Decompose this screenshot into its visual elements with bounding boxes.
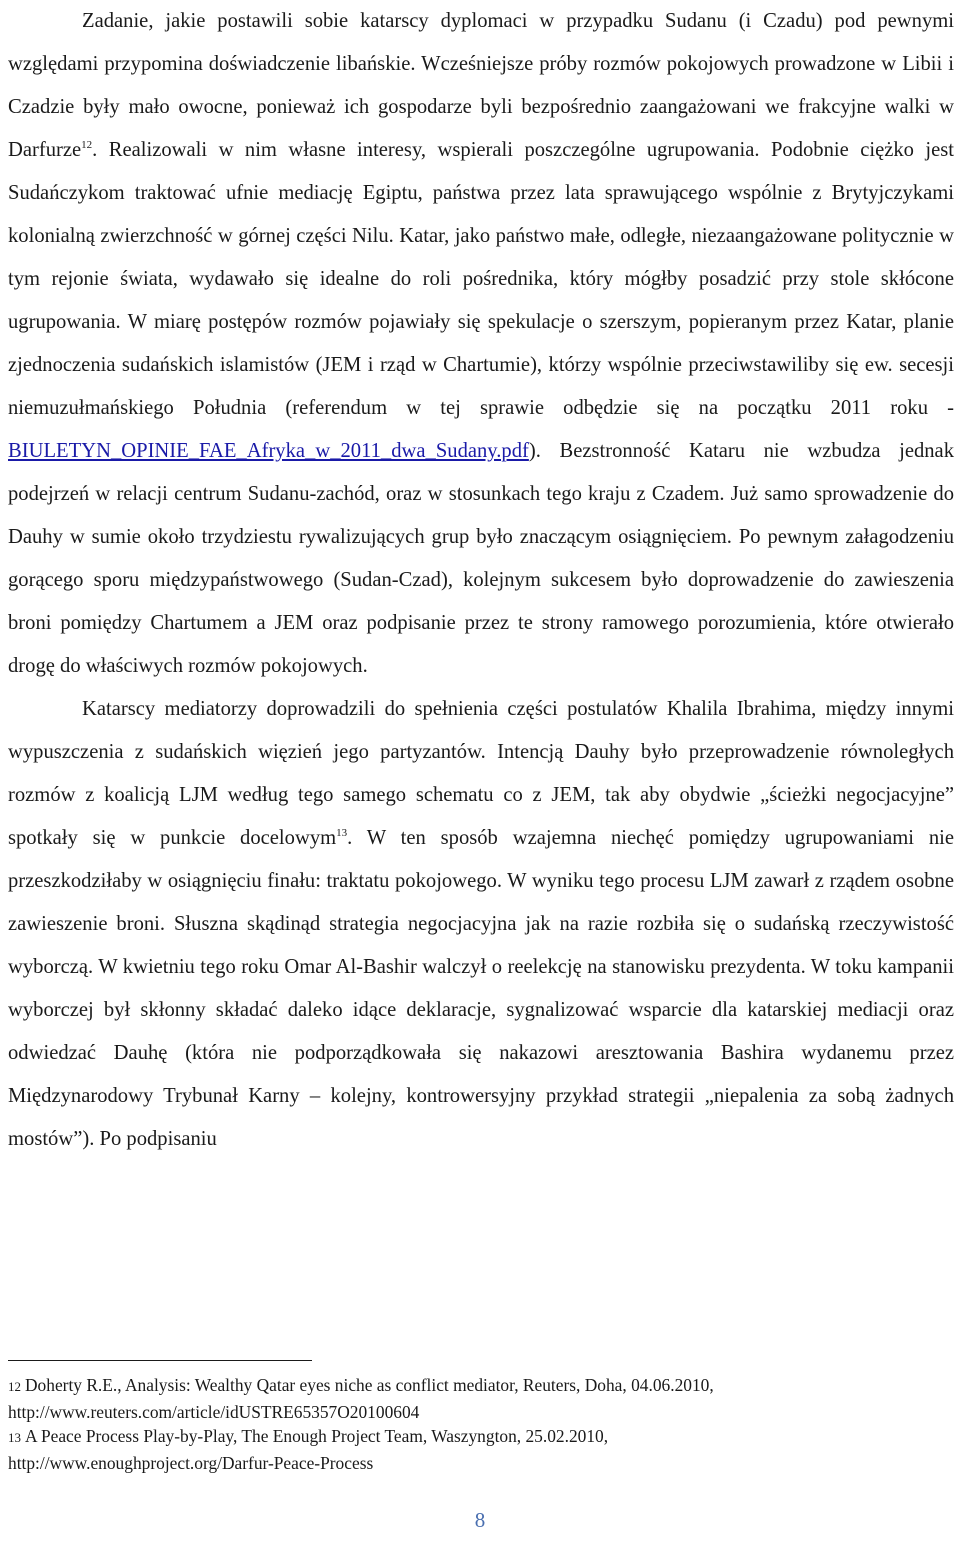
footnote-13 [8,1424,954,1475]
footnote-ref-12[interactable]: 12 [81,139,93,152]
footnote-text: Doherty R.E., Analysis: Wealthy Qatar eyes niche as conflict mediator, Reuters, Doha, 04.06.2010, [25,1375,714,1395]
paragraph-2-text-b: . W ten sposób wzajemna niechęć pomiędzy ugrupowaniami nie przeszkodziłaby w osiągnięciu finału: traktatu pokojowego. W wyniku tego procesu LJM zawarł z rządem osobne zawieszenie broni. Słuszna skądinąd strategia negocjacyjna jak na razie rozbiła się o sudańską rzeczywistość wyborczą. W kwietniu tego roku Omar Al-Bashir walczył o reelekcję na stanowisku prezydenta. W toku kampanii wyborczej był skłonny składać daleko idące deklaracje, sygnalizować wsparcie dla katarskiej mediacji oraz odwiedzać Dauhę (która nie podporządkowała się nakazowi aresztowania Bashira wydanemu przez Międzynarodowy Trybunał Karny – kolejny, kontrowersyjny przykład strategii „niepalenia za sobą żadnych mostów”). Po podpisaniu [8,827,954,1150]
paragraph-1-text-c: ). Bezstronność Kataru nie wzbudza jednak podejrzeń w relacji centrum Sudanu-zachód, oraz w stosunkach tego kraju z Czadem. Już samo sprowadzenie do Dauhy w sumie około trzydziestu rywalizujących grup było znaczącym osiągnięciem. Po pewnym załagodzeniu gorącego sporu międzypaństwowego (Sudan-Czad), kolejnym sukcesem było doprowadzenie do zawieszenia broni pomiędzy Chartumem a JEM oraz podpisanie przez te strony ramowego porozumienia, które otwierało drogę do właściwych rozmów pokojowych. [8,440,954,677]
footnote-12 [8,1373,954,1424]
footnote-ref-13[interactable]: 13 [336,827,348,840]
page-number: 8 [474,1508,486,1532]
footnote-number: 13 [8,1430,21,1445]
paragraph-1-text-b: . Realizowali w nim własne interesy, wspierali poszczególne ugrupowania. Podobnie ciężko jest Sudańczykom traktować ufnie mediację Egiptu, państwa przez lata sprawującego wspólnie z Brytyjczykami kolonialną zwierzchność w górnej części Nilu. Katar, jako państwo małe, odległe, niezaangażowane politycznie w tym rejonie świata, wydawało się idealne do roli pośrednika, który mógłby posadzić przy stole skłócone ugrupowania. W miarę postępów rozmów pojawiały się spekulacje o szerszym, popieranym przez Katar, planie zjednoczenia sudańskich islamistów (JEM i rząd w Chartumie), którzy wspólnie przeciwstawiliby się ew. secesji niemuzułmańskiego Południa (referendum w tej sprawie odbędzie się na początku 2011 roku - [8,139,954,419]
biuletyn-pdf-link[interactable]: BIULETYN_OPINIE_FAE_Afryka_w_2011_dwa_Sudany.pdf [8,440,529,462]
paragraph-1-text-a: Zadanie, jakie postawili sobie katarscy dyplomaci w przypadku Sudanu (i Czadu) pod pewnymi względami przypomina doświadczenie libańskie. Wcześniejsze próby rozmów pokojowych prowadzone w Libii i Czadzie były mało owocne, ponieważ ich gospodarze byli bezpośrednio zaangażowani we frakcyjne walki w Darfurze [8,10,954,161]
footnotes [8,1373,954,1475]
footnote-url[interactable]: http://www.enoughproject.org/Darfur-Peace-Process [8,1452,374,1473]
footnote-text: A Peace Process Play-by-Play, The Enough Project Team, Waszyngton, 25.02.2010, [25,1426,609,1446]
footnote-separator [8,1360,312,1361]
paragraph-2-text-a: Katarscy mediatorzy doprowadzili do spełnienia części postulatów Khalila Ibrahima, między innymi wypuszczenia z sudańskich więzień jego partyzantów. Intencją Dauhy było przeprowadzenie równoległych rozmów z koalicją LJM według tego samego schematu co z JEM, tak aby obydwie „ścieżki negocjacyjne” spotkały się w punkcie docelowym [8,698,954,849]
paragraph-1 [8,0,954,688]
document-body [8,0,954,1161]
footnote-number: 12 [8,1379,21,1394]
footnote-url[interactable]: http://www.reuters.com/article/idUSTRE65357O20100604 [8,1401,420,1422]
paragraph-2 [8,688,954,1161]
